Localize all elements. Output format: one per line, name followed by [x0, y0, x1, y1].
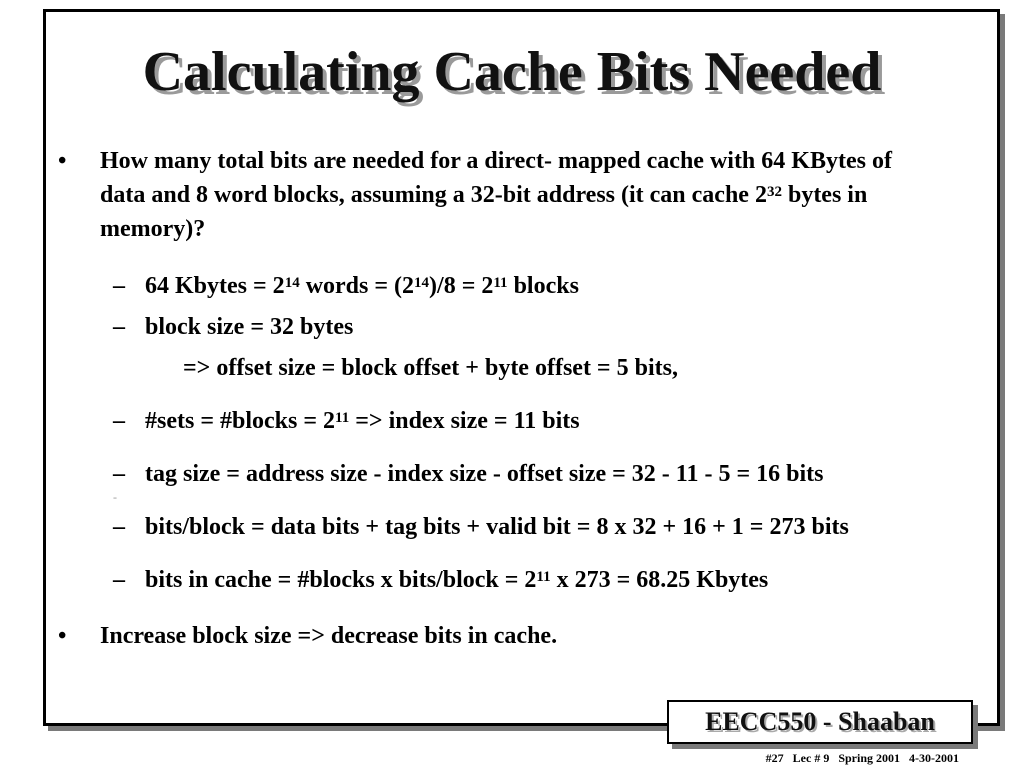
- stray-dash: -: [113, 490, 117, 504]
- dash-marker: –: [113, 514, 125, 540]
- slide-title: Calculating Cache Bits Needed: [142, 41, 882, 103]
- dash-marker: –: [113, 461, 125, 487]
- dash-marker: –: [113, 314, 125, 340]
- conclusion-text: Increase block size => decrease bits in cache.: [100, 623, 558, 649]
- dash-marker: –: [113, 408, 125, 434]
- slide-meta: #27 Lec # 9 Spring 2001 4-30-2001: [765, 751, 959, 765]
- dash-marker: –: [113, 273, 125, 299]
- offset-size-line: => offset size = block offset + byte offset = 5 bits,: [183, 355, 678, 381]
- dash-marker: –: [113, 567, 125, 593]
- bullet-marker: •: [58, 148, 67, 174]
- question-text: How many total bits are needed for a direct- mapped cache with 64 KBytes of data and 8 word blocks, assuming a 32-bit address (it can cache $2^{32}$ bytes in memory)?: [100, 148, 892, 242]
- bullet-marker: •: [58, 623, 67, 649]
- course-badge: EECC550 - Shaaban: [667, 700, 973, 744]
